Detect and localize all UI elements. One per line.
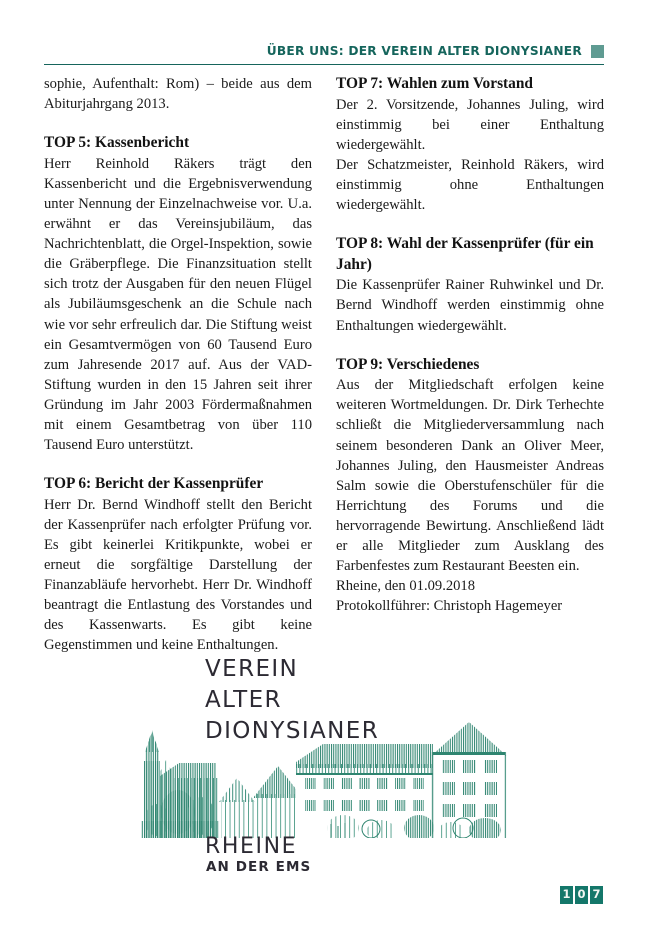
heading-top-6: TOP 6: Bericht der Kassenprüfer	[44, 475, 264, 493]
page-number-digit: 7	[590, 886, 603, 904]
paragraph-top-9: Aus der Mitgliedschaft erfolgen keine weiteren Wortmeldungen. Dr. Dirk Terhechte schließt die Mitgliederversammlung nach seinem besonderen Dank an Oliver Meer, Johannes Juling, den Hausmeister Andreas Salm sowie die Oberstufenschüler für die Herrichtung des Forums und die hervorragende Bewirtung. Anschließend lädt er alle Mitglieder zum Ausklang des Farbenfestes zum Restaurant Beesten ein.	[336, 377, 604, 575]
header-square-marker-icon	[591, 45, 604, 58]
church-and-buildings-illustration-icon	[133, 716, 533, 838]
paragraph-top-5: Herr Reinhold Räkers trägt den Kassenbericht und die Ergebnisverwendung unter Nennung der Einzelnachweise vor. U.a. erwähnt er das Vereinsjubiläum, das Nachrichtenblatt, die Orgel-Inspektion, sowie die Gräberpflege. Die Finanzsituation stellt sich trotz der Ausgaben für den neuen Flügel als Jubiläumsgeschenk an die Schule nach wie vor sehr erfreulich dar. Die Stiftung weist ein Gesamtvermögen von 60 Tausend Euro zum Jahresende 2017 auf. Aus der VAD-Stiftung wurden in den 15 Jahren seit ihrer Gründung im Jahr 2003 Fördermaßnahmen mit einem Gesamtbetrag von über 110 Tausend Euro unterstützt.	[44, 155, 312, 454]
continued-paragraph: sophie, Aufenthalt: Rom) – beide aus dem Abiturjahrgang 2013.	[44, 76, 312, 113]
paragraph-top-7-b: Der Schatzmeister, Reinhold Räkers, wird einstimmig ohne Enthaltungen wiedergewählt.	[336, 156, 604, 214]
logo-city: RHEINE	[205, 834, 298, 859]
paragraph-top-8: Die Kassenprüfer Rainer Ruhwinkel und Dr. Bernd Windhoff werden einstimmig ohne Enthaltungen wiedergewählt.	[336, 277, 604, 334]
header-divider	[44, 64, 604, 65]
running-header	[44, 38, 604, 64]
article-columns	[44, 74, 604, 654]
association-logo	[133, 650, 533, 890]
heading-top-7: TOP 7: Wahlen zum Vorstand	[336, 75, 533, 92]
logo-line-1: VEREIN	[205, 656, 299, 682]
left-column	[44, 74, 312, 654]
page-number-digit: 0	[575, 886, 588, 904]
paragraph-top-7-a: Der 2. Vorsitzende, Johannes Juling, wird einstimmig bei einer Enthaltung wiedergewählt.	[336, 96, 604, 153]
logo-line-3: DIONYSIANER	[205, 718, 380, 744]
heading-top-5: TOP 5: Kassenbericht	[44, 134, 190, 152]
logo-line-2: ALTER	[205, 687, 282, 713]
page-number-digit: 1	[560, 886, 573, 904]
heading-top-8: TOP 8: Wahl der Kassenprüfer (für ein Jahr)	[336, 235, 594, 273]
page-number	[560, 886, 603, 904]
heading-top-9: TOP 9: Verschiedenes	[336, 355, 480, 373]
place-and-date: Rheine, den 01.09.2018	[336, 578, 476, 595]
running-header-title: ÜBER UNS: DER VEREIN ALTER DIONYSIANER	[266, 44, 582, 58]
right-column	[336, 74, 604, 644]
paragraph-top-6: Herr Dr. Bernd Windhoff stellt den Bericht der Kassenprüfer nach erfolgter Prüfung vor. Es gibt keinerlei Kritikpunkte, wobei er erneut die sorgfältige Darstellung der Finanzabläufe hervorhebt. Herr Dr. Windhoff beantragt die Entlastung des Vorstandes und des Kassenwarts. Es gibt keine Gegenstimmen und keine Enthaltungen.	[44, 496, 312, 654]
protocol-signature: Protokollführer: Christoph Hagemeyer	[336, 598, 563, 615]
logo-subtitle: AN DER EMS	[206, 859, 312, 875]
